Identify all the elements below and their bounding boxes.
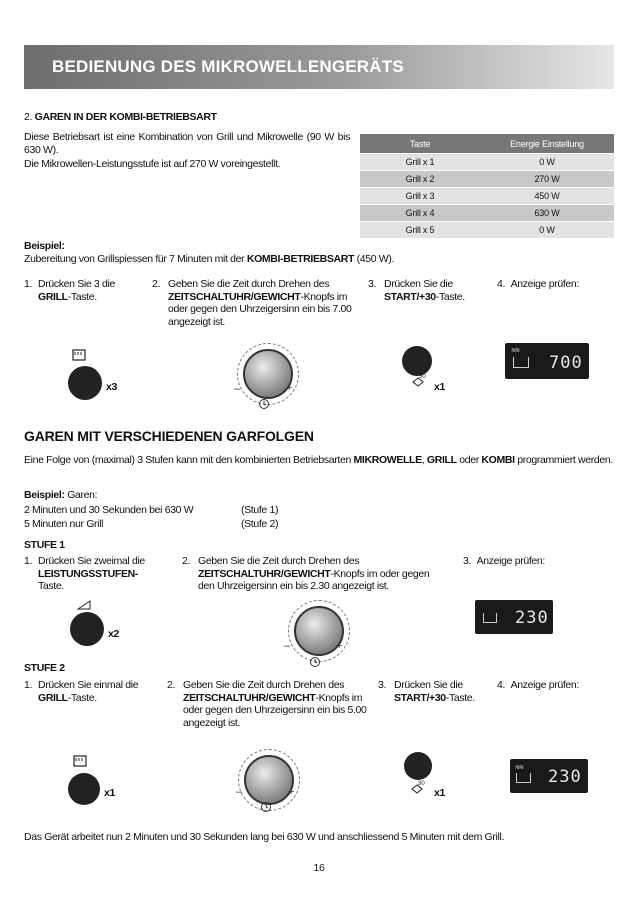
start-button[interactable] [402, 346, 432, 376]
example-line-1: 2 Minuten und 30 Sekunden bei 630 W [24, 504, 194, 516]
table-cell: Grill x 1 [360, 154, 480, 171]
section2-number: 2. [24, 111, 33, 123]
table-cell: Grill x 2 [360, 171, 480, 188]
stufe1-heading: STUFE 1 [24, 539, 65, 551]
banner-title: BEDIENUNG DES MIKROWELLENGERÄTS [52, 57, 404, 76]
step-key: START/+30 [394, 691, 446, 704]
grill-icon [73, 754, 87, 772]
table-row [360, 222, 614, 239]
signal-icon: ≋≋ [511, 348, 520, 354]
s1-step-1 [24, 555, 164, 592]
grill-button[interactable] [68, 773, 100, 805]
step-text: -Taste. [67, 290, 97, 303]
step-text: Taste. [38, 580, 64, 592]
step-num: 1. [24, 679, 33, 691]
dial-minus: – [234, 383, 241, 395]
s1-step-3 [463, 555, 593, 568]
step-text: -Knopfs im oder gegen den Uhrzeigersinn ein bis 2.30 angezeigt ist. [198, 567, 430, 592]
lcd-time: 230 [548, 767, 582, 787]
press-count: x3 [106, 381, 117, 393]
step-num: 3. [378, 679, 387, 691]
step-num: 1. [24, 555, 33, 567]
example-line-1-stufe: (Stufe 1) [241, 504, 279, 516]
table-row [360, 188, 614, 205]
intro-text: programmiert werden. [514, 454, 613, 466]
power-level-indicator [483, 613, 497, 623]
table-row [360, 171, 614, 188]
example-label: Beispiel: [24, 240, 65, 252]
step-key: GRILL [38, 290, 68, 303]
step-key: LEISTUNGSSTUFEN- [38, 567, 138, 580]
lcd-display [475, 600, 553, 634]
example-text-a: Zubereitung von Grillspiessen für 7 Minuten mit der [24, 253, 247, 265]
dish-icon [516, 773, 531, 783]
start-button[interactable] [404, 752, 432, 780]
step-text: -Taste. [67, 691, 97, 704]
dial-plus: + [336, 640, 343, 652]
step-num: 2. [182, 555, 191, 567]
step-text: -Knopfs im oder gegen den Uhrzeigersinn ein bis 5.00 angezeigt ist. [183, 691, 367, 729]
s2-step-2 [152, 278, 352, 328]
table-cell: Grill x 5 [360, 222, 480, 239]
step-num: 1. [24, 278, 33, 290]
step-num: 3. [368, 278, 377, 290]
press-count: x2 [108, 628, 119, 640]
garfolgen-example [24, 489, 97, 502]
step-text: Drücken Sie 3 die [38, 278, 115, 290]
press-count: x1 [104, 787, 115, 799]
lcd-time: 700 [549, 353, 583, 373]
lcd-display [510, 759, 588, 793]
section2-heading [24, 111, 217, 124]
lcd-time: 230 [515, 608, 549, 628]
summary-text: Das Gerät arbeitet nun 2 Minuten und 30 Sekunden lang bei 630 W und anschliessend 5 Minuten mit dem Grill. [24, 831, 505, 843]
example-text-mode: KOMBI-BETRIEBSART [246, 253, 355, 265]
mode-kombi: KOMBI [481, 454, 515, 466]
section2-intro1: Diese Betriebsart ist eine Kombination von Grill und Mikrowelle (90 W bis 630 W). [24, 131, 350, 156]
table-cell: 0 W [480, 154, 614, 171]
section-banner [24, 45, 614, 89]
s2-step-3 [368, 278, 488, 303]
table-cell: 270 W [480, 171, 614, 188]
intro-text: oder [456, 454, 482, 466]
step-num: 4. [497, 679, 506, 691]
stufe2-heading: STUFE 2 [24, 662, 65, 674]
s2b-step-4 [497, 679, 617, 692]
step-text: Geben Sie die Zeit durch Drehen des [183, 679, 345, 691]
s2b-step-3 [378, 679, 490, 704]
table-cell: 450 W [480, 188, 614, 205]
table-header-taste: Taste [360, 134, 480, 154]
step-num: 2. [167, 679, 176, 691]
s1-step-2 [182, 555, 442, 592]
s2b-step-1 [24, 679, 154, 704]
table-cell: Grill x 4 [360, 205, 480, 222]
step-key: ZEITSCHALTUHR/GEWICHT [168, 290, 301, 303]
step-text: -Knopfs im oder gegen den Uhrzeigersinn ein bis 7.00 angezeigt ist. [168, 290, 352, 328]
garfolgen-intro [24, 454, 618, 467]
step-text: Drücken Sie die [394, 679, 463, 691]
table-cell: 630 W [480, 205, 614, 222]
dial-minus: – [236, 786, 243, 798]
example-text-c: (450 W). [354, 253, 395, 265]
s2-step-1 [24, 278, 144, 303]
dial-plus: + [286, 382, 293, 394]
table-cell: 0 W [480, 222, 614, 239]
step-text: Drücken Sie einmal die [38, 679, 139, 691]
dial-minus: – [284, 640, 291, 652]
clock-icon [260, 800, 272, 818]
power-level-button[interactable] [70, 612, 104, 646]
section2-intro2: Die Mikrowellen-Leistungsstufe ist auf 270 W voreingestellt. [24, 158, 281, 170]
example-line-2: 5 Minuten nur Grill [24, 518, 104, 530]
intro-text: Eine Folge von (maximal) 3 Stufen kann mit den kombinierten Betriebsarten [24, 454, 354, 466]
step-key: START/+30 [384, 290, 436, 303]
lcd-display [505, 343, 589, 379]
example-text [24, 253, 394, 266]
step-num: 3. [463, 555, 472, 567]
press-count: x1 [434, 787, 445, 799]
page-number: 16 [313, 862, 325, 874]
dish-icon [513, 357, 529, 368]
section2-title: GAREN IN DER KOMBI-BETRIEBSART [34, 111, 217, 123]
timer-weight-dial[interactable] [244, 755, 294, 805]
grill-button[interactable] [68, 366, 102, 400]
step-text: Geben Sie die Zeit durch Drehen des [198, 555, 360, 567]
garfolgen-heading: GAREN MIT VERSCHIEDENEN GARFOLGEN [24, 428, 314, 444]
clock-icon [258, 397, 270, 415]
step-text: Anzeige prüfen: [476, 555, 545, 567]
step-num: 4. [497, 278, 506, 290]
signal-icon: ≋≋ [515, 765, 524, 771]
mode-grill: GRILL [426, 454, 457, 466]
start-icon-label: 30 [419, 374, 426, 380]
step-num: 2. [152, 278, 161, 290]
example-text: Garen: [64, 489, 98, 501]
step-text: Drücken Sie die [384, 278, 453, 290]
example-line-2-stufe: (Stufe 2) [241, 518, 279, 530]
step-text: -Taste. [435, 290, 465, 303]
step-text: Anzeige prüfen: [510, 278, 579, 290]
press-count: x1 [434, 381, 445, 393]
table-row [360, 154, 614, 171]
energy-table [360, 134, 614, 238]
dial-plus: + [288, 786, 295, 798]
s2-step-4 [497, 278, 617, 291]
table-cell: Grill x 3 [360, 188, 480, 205]
example-label: Beispiel: [24, 489, 65, 501]
step-key: ZEITSCHALTUHR/GEWICHT [183, 691, 316, 704]
step-key: GRILL [38, 691, 68, 704]
step-key: ZEITSCHALTUHR/GEWICHT [198, 567, 331, 580]
start-icon-label: 30 [418, 781, 425, 787]
clock-icon [309, 655, 321, 673]
table-header-energie: Energie Einstellung [480, 134, 614, 154]
s2b-step-2 [167, 679, 367, 729]
intro-text: , [421, 454, 427, 466]
step-text: Geben Sie die Zeit durch Drehen des [168, 278, 330, 290]
mode-microwave: MIKROWELLE [353, 454, 422, 466]
step-text: Anzeige prüfen: [510, 679, 579, 691]
table-row [360, 205, 614, 222]
step-text: -Taste. [445, 691, 475, 704]
step-text: Drücken Sie zweimal die [38, 555, 145, 567]
grill-icon [72, 348, 86, 366]
